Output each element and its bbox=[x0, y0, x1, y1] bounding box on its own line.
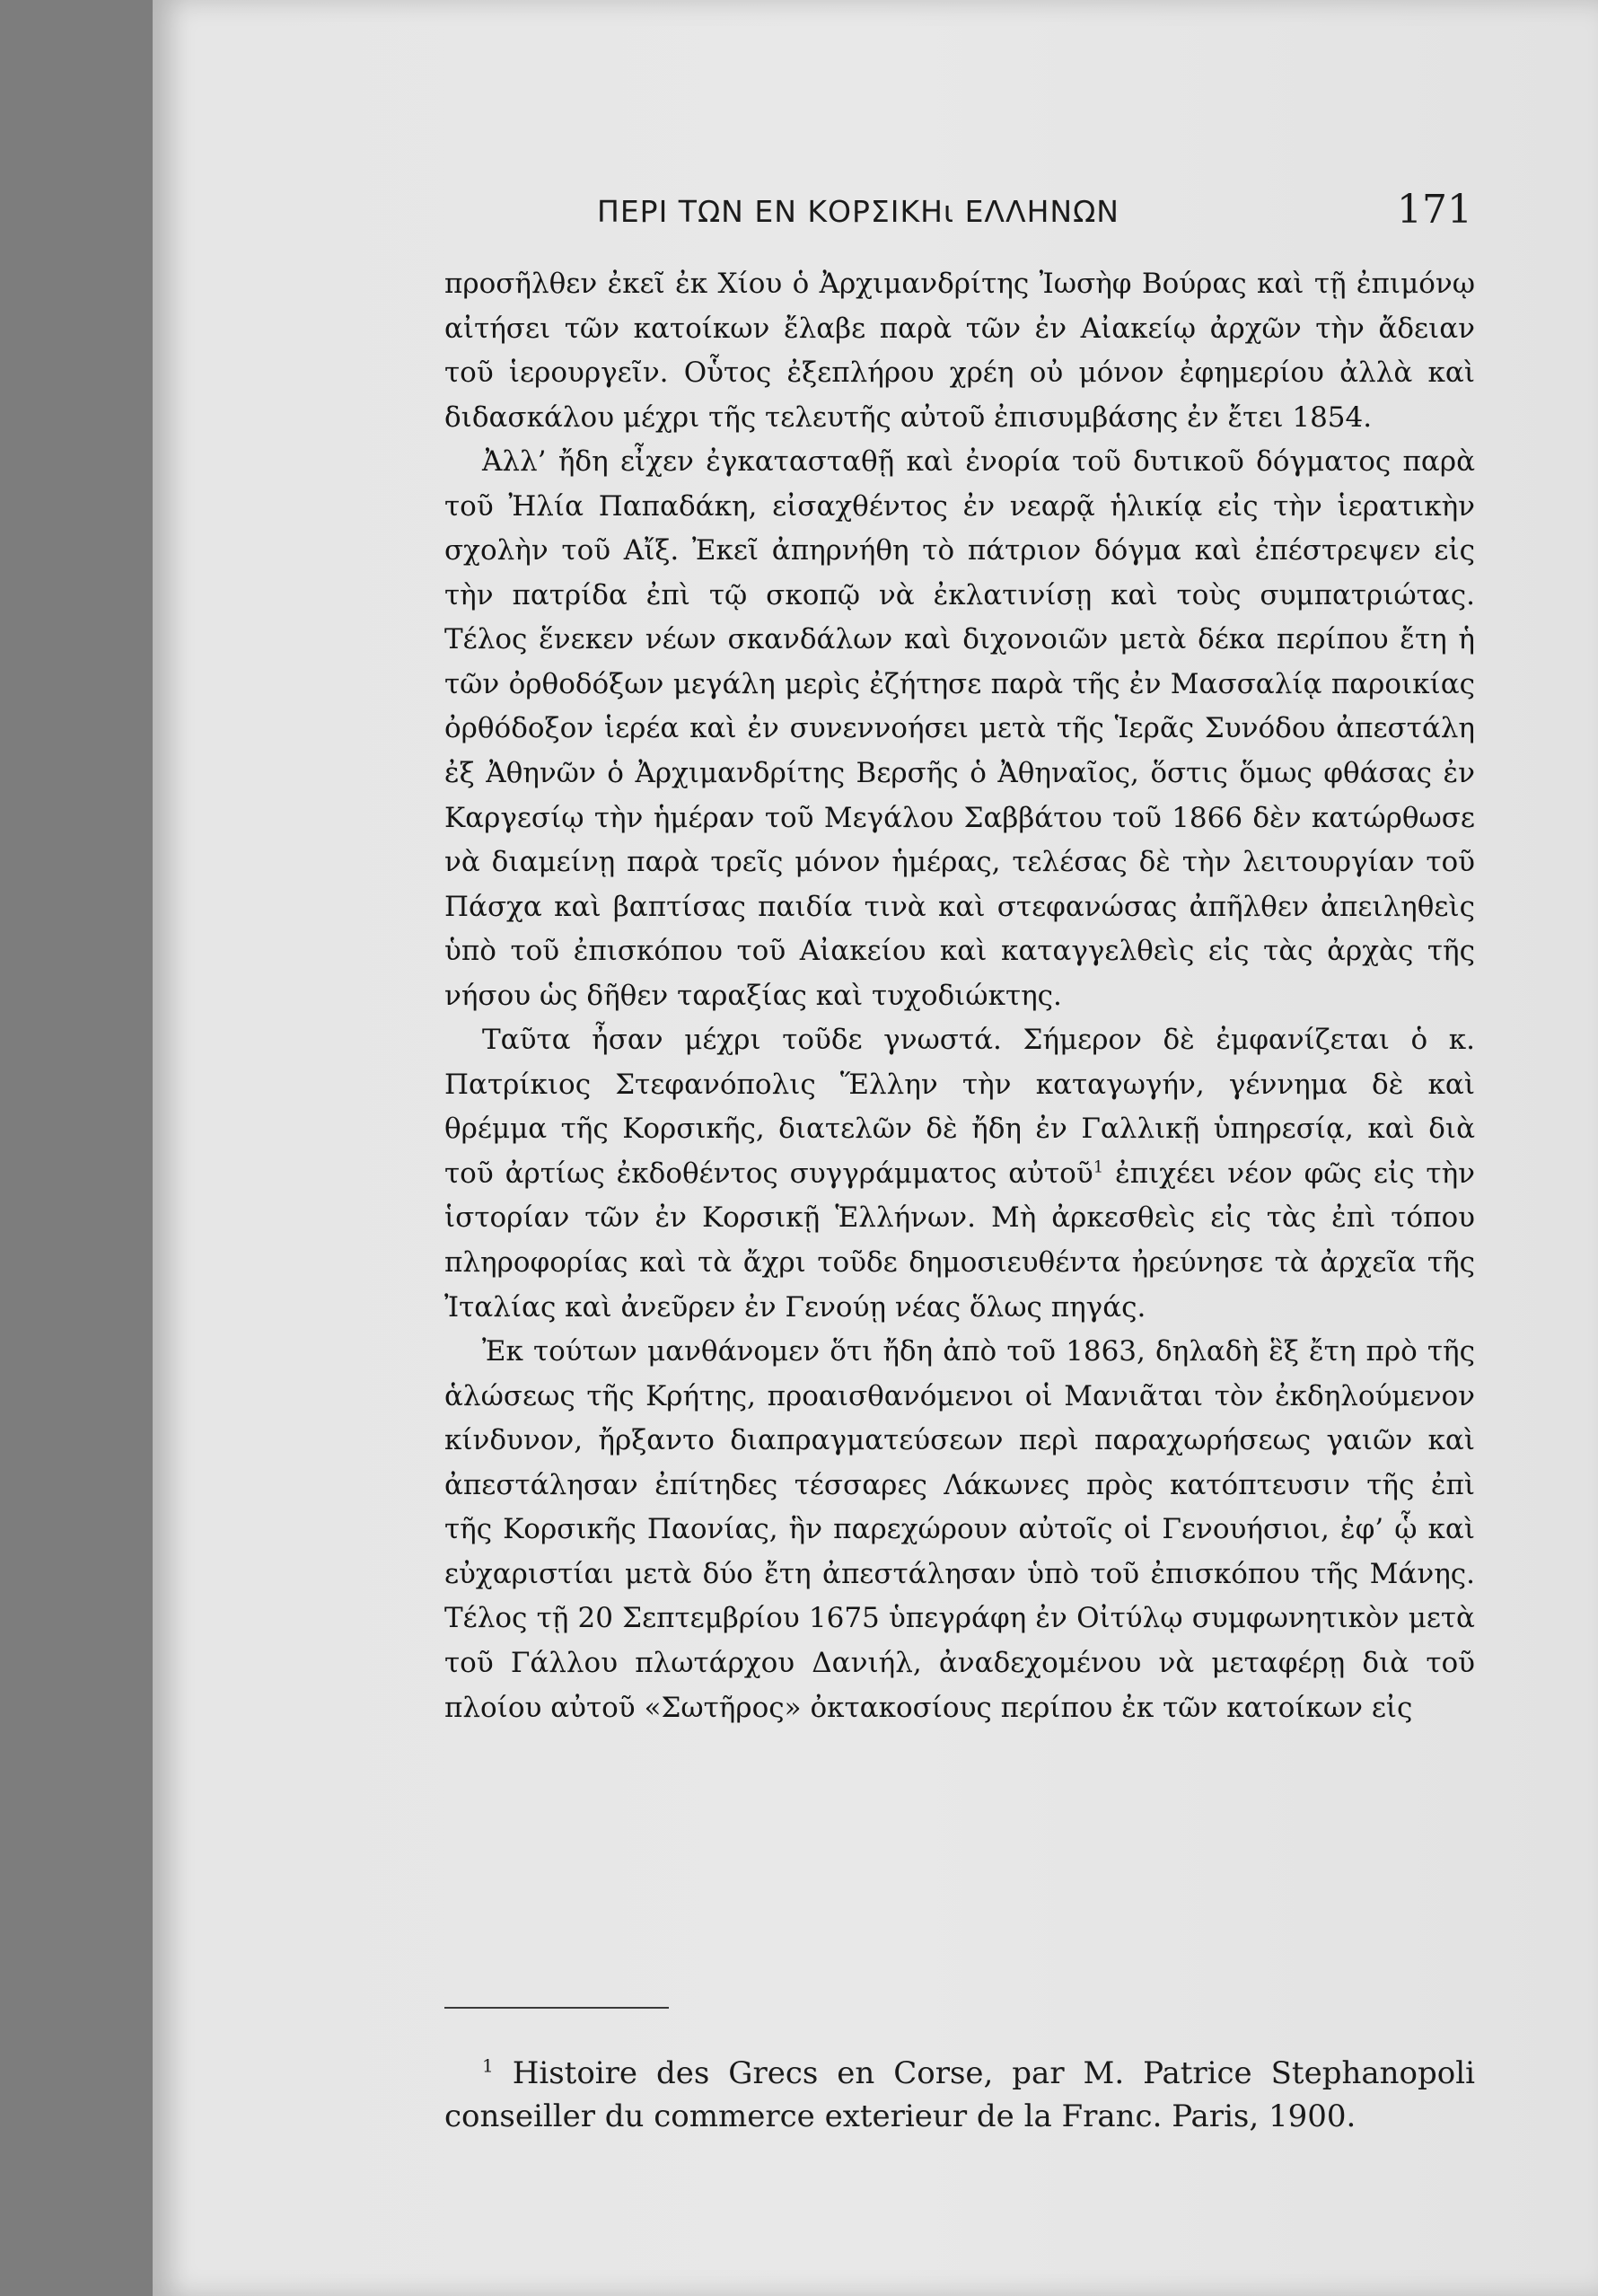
book-page bbox=[153, 0, 1598, 2296]
footnote-marker: 1 bbox=[482, 2054, 494, 2077]
footnote-divider bbox=[444, 2007, 669, 2009]
paragraph-3 bbox=[444, 1018, 1475, 1330]
body-text bbox=[444, 262, 1475, 1730]
paragraph-4: Ἐκ τούτων μανθάνομεν ὅτι ἤδη ἀπὸ τοῦ 1863, δηλαδὴ ἓξ ἔτη πρὸ τῆς ἁλώσεως τῆς Κρήτης, προαισθανόμενοι οἱ Μανιᾶται τὸν ἐκδηλούμενον κίνδυνον, ἤρξαντο διαπραγματεύσεων περὶ παραχωρήσεως γαιῶν καὶ ἀπεστάλησαν ἐπίτηδες τέσσαρες Λάκωνες πρὸς κατόπτευσιν τῆς ἐπὶ τῆς Κορσικῆς Παονίας, ἣν παρεχώρουν αὐτοῖς οἱ Γενουήσιοι, ἐφ’ ᾧ καὶ εὐχαριστίαι μετὰ δύο ἔτη ἀπεστάλησαν ὑπὸ τοῦ ἐπισκόπου τῆς Μάνης. Τέλος τῇ 20 Σεπτεμβρίου 1675 ὑπεγράφη ἐν Οἰτύλῳ συμφωνητικὸν μετὰ τοῦ Γάλλου πλωτάρχου Δανιήλ, ἀναδεχομένου νὰ μεταφέρῃ διὰ τοῦ πλοίου αὐτοῦ «Σωτῆρος» ὀκτακοσίους περίπου ἐκ τῶν κατοίκων εἰς bbox=[444, 1335, 1475, 1724]
paragraph-2: Ἀλλ’ ἤδη εἶχεν ἐγκατασταθῇ καὶ ἐνορία τοῦ δυτικοῦ δόγματος παρὰ τοῦ Ἠλία Παπαδάκη, εἰσαχθέντος ἐν νεαρᾷ ἡλικίᾳ εἰς τὴν ἱερατικὴν σχολὴν τοῦ Αἴξ. Ἐκεῖ ἀπηρνήθη τὸ πάτριον δόγμα καὶ ἐπέστρεψεν εἰς τὴν πατρίδα ἐπὶ τῷ σκοπῷ νὰ ἐκλατινίσῃ καὶ τοὺς συμπατριώτας. Τέλος ἕνεκεν νέων σκανδάλων καὶ διχονοιῶν μετὰ δέκα περίπου ἔτη ἡ τῶν ὀρθοδόξων μεγάλη μερὶς ἐζήτησε παρὰ τῆς ἐν Μασσαλίᾳ παροικίας ὀρθόδοξον ἱερέα καὶ ἐν συνεννοήσει μετὰ τῆς Ἱερᾶς Συνόδου ἀπεστάλη ἐξ Ἀθηνῶν ὁ Ἀρχιμανδρίτης Βερσῆς ὁ Ἀθηναῖος, ὅστις ὅμως φθάσας ἐν Καργεσίῳ τὴν ἡμέραν τοῦ Μεγάλου Σαββάτου τοῦ 1866 δὲν κατώρθωσε νὰ διαμείνῃ παρὰ τρεῖς μόνον ἡμέρας, τελέσας δὲ τὴν λειτουργίαν τοῦ Πάσχα καὶ βαπτίσας παιδία τινὰ καὶ στεφανώσας ἀπῆλθεν ἀπειληθεὶς ὑπὸ τοῦ ἐπισκόπου τοῦ Αἰακείου καὶ καταγγελθεὶς εἰς τὰς ἀρχὰς τῆς νήσου ὡς δῆθεν ταραξίας καὶ τυχοδιώκτης. bbox=[444, 445, 1475, 1012]
paragraph-3-text-a: Ταῦτα ἦσαν μέχρι τοῦδε γνωστά. Σήμερον δὲ ἐμφανίζεται ὁ κ. Πατρίκιος Στεφανόπολις Ἕλλην τὴν καταγωγήν, γέννημα δὲ καὶ θρέμμα τῆς Κορσικῆς, διατελῶν δὲ ἤδη ἐν Γαλλικῇ ὑπηρεσίᾳ, καὶ διὰ τοῦ ἀρτίως ἐκδοθέντος συγγράμματος αὐτοῦ bbox=[444, 1024, 1475, 1190]
paragraph-3-text-b: ἐπιχέει νέον φῶς εἰς τὴν ἱστορίαν τῶν ἐν Κορσικῇ Ἑλλήνων. Μὴ ἀρκεσθεὶς εἰς τὰς ἐπὶ τόπου πληροφορίας καὶ τὰ ἄχρι τοῦδε δημοσιευθέντα ἠρεύνησε τὰ ἀρχεῖα τῆς Ἰταλίας καὶ ἀνεῦρεν ἐν Γενούῃ νέας ὅλως πηγάς. bbox=[444, 1157, 1475, 1324]
page-header bbox=[597, 187, 1472, 241]
footnote-text: Histoire des Grecs en Corse, par M. Patrice Stephanopoli conseiller du commerce exterieur de la Franc. Paris, 1900. bbox=[444, 2055, 1475, 2134]
footnote bbox=[444, 2052, 1475, 2138]
footnote-reference: 1 bbox=[1093, 1157, 1104, 1177]
running-title: ΠΕΡΙ ΤΩΝ ΕΝ ΚΟΡΣΙΚΗι ΕΛΛΗΝΩΝ bbox=[597, 194, 1119, 229]
page-number: 171 bbox=[1397, 187, 1472, 233]
paragraph-1: προσῆλθεν ἐκεῖ ἐκ Χίου ὁ Ἀρχιμανδρίτης Ἰωσὴφ Βούρας καὶ τῇ ἐπιμόνῳ αἰτήσει τῶν κατοίκων ἔλαβε παρὰ τῶν ἐν Αἰακείῳ ἀρχῶν τὴν ἄδειαν τοῦ ἱερουργεῖν. Οὗτος ἐξεπλήρου χρέη οὐ μόνον ἐφημερίου ἀλλὰ καὶ διδασκάλου μέχρι τῆς τελευτῆς αὐτοῦ ἐπισυμβάσης ἐν ἔτει 1854. bbox=[444, 268, 1475, 434]
